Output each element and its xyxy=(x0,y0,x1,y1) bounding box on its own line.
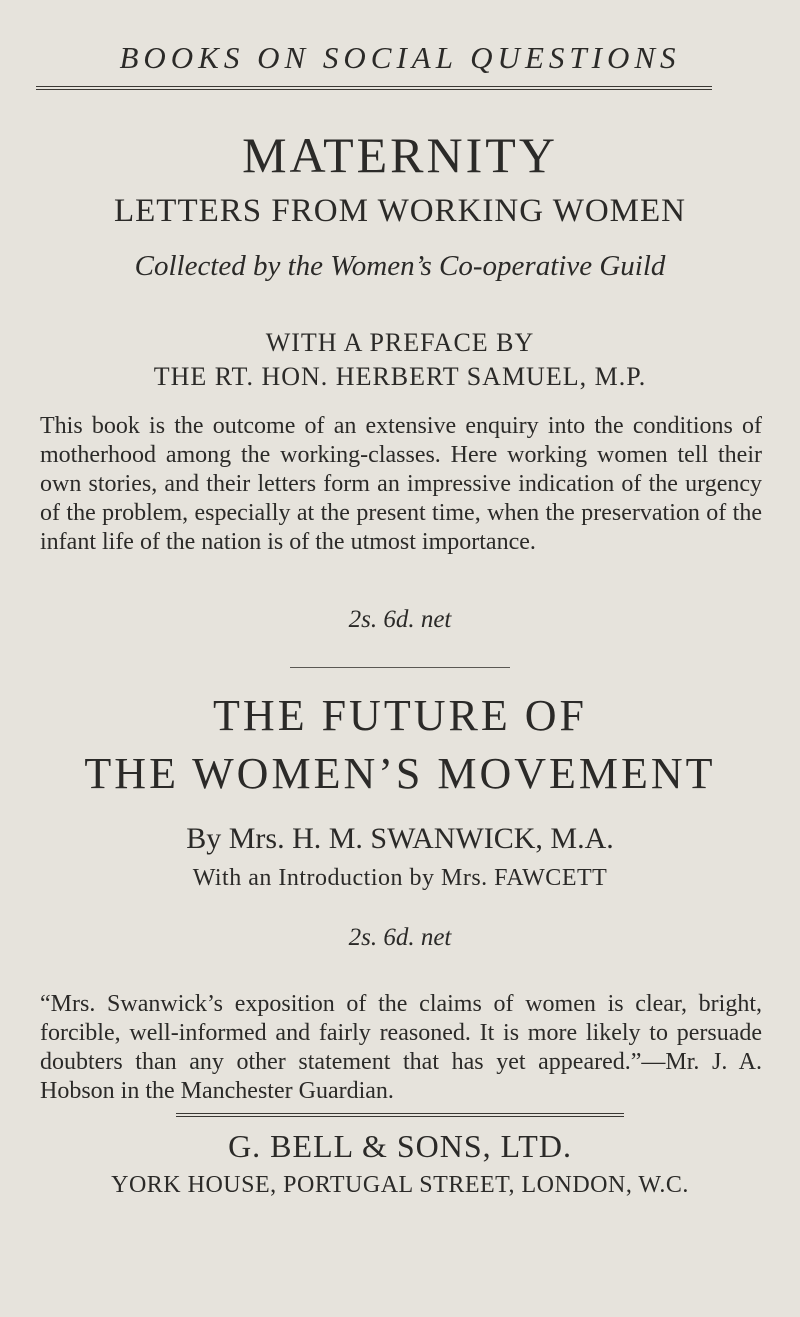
maternity-title: MATERNITY xyxy=(242,127,558,183)
future-author: By Mrs. H. M. SWANWICK, M.A. xyxy=(186,822,614,855)
maternity-collected-by: Collected by the Women’s Co-operative Guild xyxy=(134,250,666,282)
preface-line-1: WITH A PREFACE BY xyxy=(265,328,535,357)
future-price: 2s. 6d. net xyxy=(348,924,452,951)
section-divider xyxy=(290,667,510,668)
maternity-description: This book is the outcome of an extensive enquiry into the conditions of motherhood among the working-classes. Here working women tell their own stories, and their letters form an impressive indication of the urgency of the problem, especially at the present time, when the preservation of the infant life of the nation is of the utmost importance. xyxy=(40,413,762,555)
maternity-subtitle: LETTERS FROM WORKING WOMEN xyxy=(113,193,687,229)
header-double-rule xyxy=(36,86,712,90)
footer-double-rule xyxy=(176,1113,624,1117)
future-review: “Mrs. Swanwick’s exposition of the claims of women is clear, bright, forcible, well-informed and fairly reasoned. It is more likely to persuade doubters than any other statement that has yet appeared.”—Mr. J. A. Hobson in the Manchester Guardian. xyxy=(40,991,762,1104)
future-introduction: With an Introduction by Mrs. FAWCETT xyxy=(192,865,608,891)
future-title-line-1: THE FUTURE OF xyxy=(213,691,587,740)
maternity-price: 2s. 6d. net xyxy=(348,606,452,633)
publisher-name: G. BELL & SONS, LTD. xyxy=(228,1128,572,1164)
series-heading: BOOKS ON SOCIAL QUESTIONS xyxy=(119,40,681,75)
future-title-line-2: THE WOMEN’S MOVEMENT xyxy=(84,749,716,798)
preface-line-2: THE RT. HON. HERBERT SAMUEL, M.P. xyxy=(153,362,647,391)
publisher-address: YORK HOUSE, PORTUGAL STREET, LONDON, W.C. xyxy=(111,1172,689,1198)
